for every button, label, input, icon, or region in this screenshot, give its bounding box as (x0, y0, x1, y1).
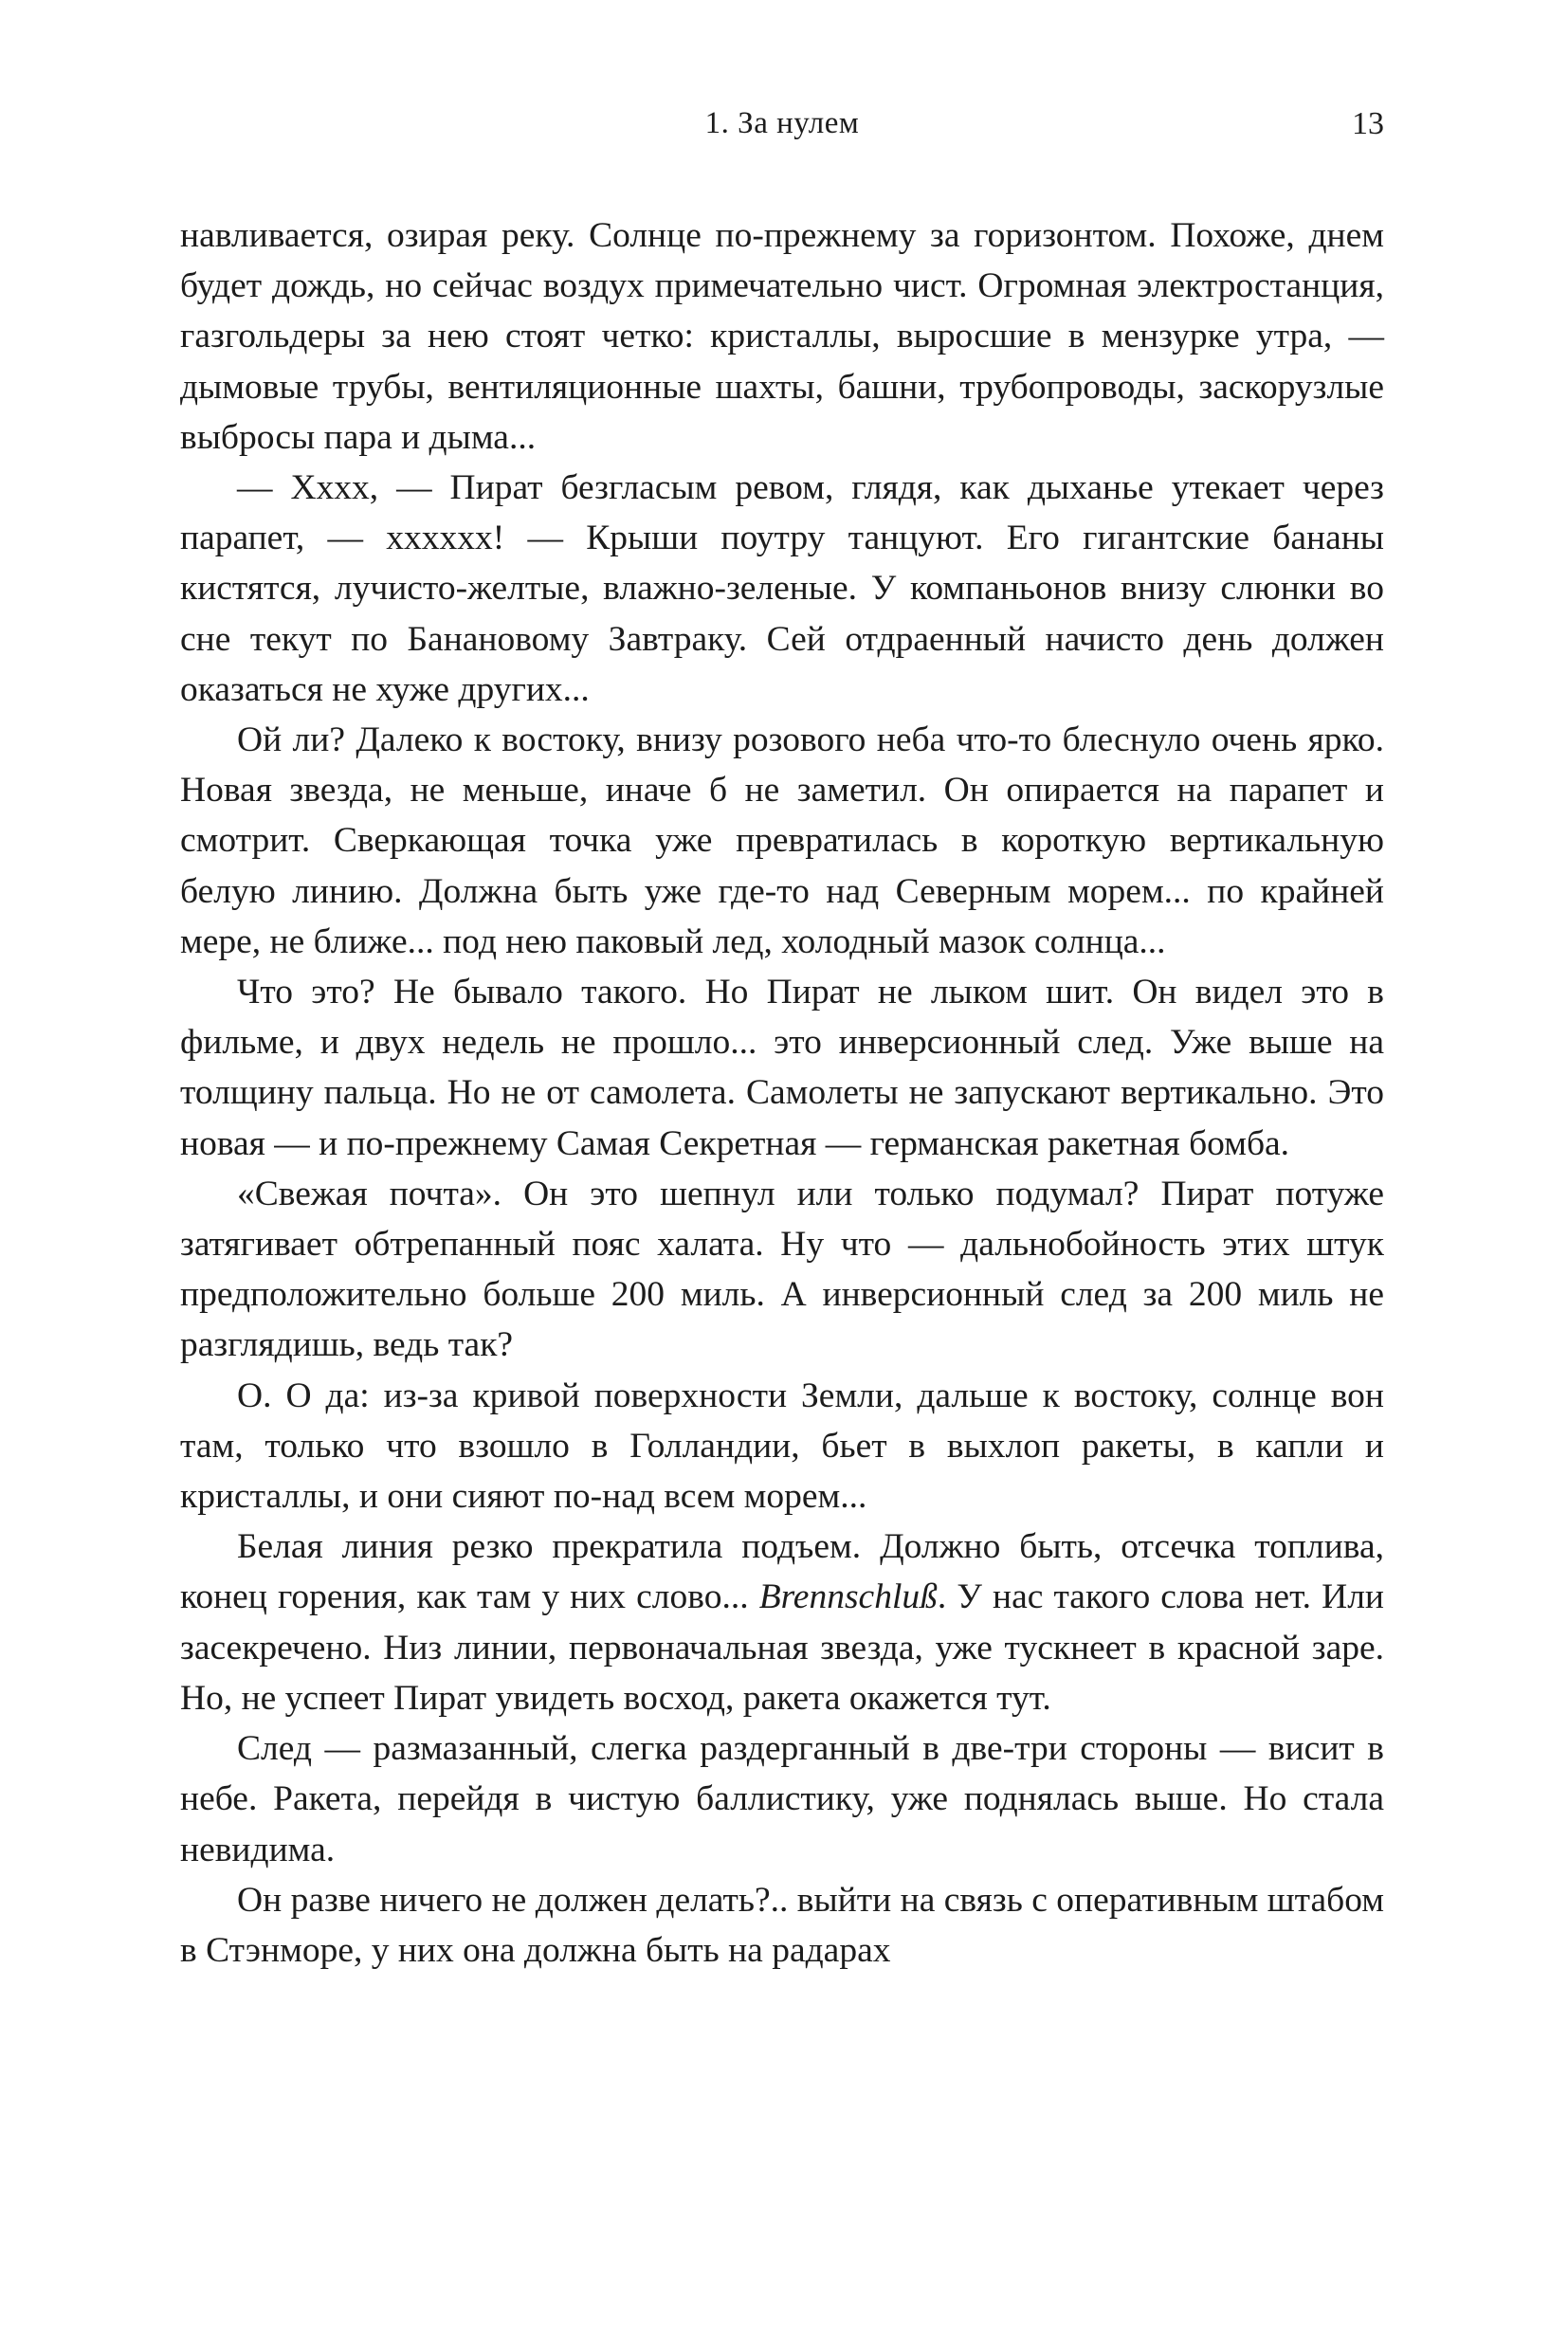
paragraph-4 (180, 967, 1384, 1169)
paragraph-8 (180, 1723, 1384, 1875)
paragraph-text: Ой ли? Далеко к востоку, внизу розового неба что-то блеснуло очень ярко. Новая звезда, не меньше, иначе б не заметил. Он опирается на парапет и смотрит. Сверкающая точка уже превратилась в короткую вертикальную белую линию. Должна быть уже где-то над Северным морем... по крайней мере, не ближе... под нею паковый лед, холодный мазок солнца... (180, 720, 1384, 961)
paragraph-text: — Хххх, — Пират безгласым ревом, глядя, как дыханье утекает через парапет, — хххххх! — Крыши поутру танцуют. Его гигантские бананы кистятся, лучисто-желтые, влажно-зеленые. У компаньонов внизу слюнки во сне текут по Банановому Завтраку. Сей отдраенный начисто день должен оказаться не хуже других... (180, 468, 1384, 709)
paragraph-text: О. О да: из-за кривой поверхности Земли, дальше к востоку, солнце вон там, только что взошло в Голландии, бьет в выхлоп ракеты, в капли и кристаллы, и они сияют по-над всем морем... (180, 1376, 1384, 1517)
paragraph-2 (180, 463, 1384, 715)
paragraph-text: навливается, озирая реку. Солнце по-прежнему за горизонтом. Похоже, днем будет дождь, но сейчас воздух примечательно чист. Огромная электростанция, газгольдеры за нею стоят четко: кристаллы, выросшие в мензурке утра, — дымовые трубы, вентиляционные шахты, башни, трубопроводы, заскорузлые выбросы пара и дыма... (180, 216, 1384, 457)
paragraph-1 (180, 210, 1384, 463)
running-head (180, 106, 1384, 154)
paragraph-6 (180, 1371, 1384, 1522)
paragraph-3 (180, 715, 1384, 967)
chapter-title: 1. За нулем (704, 106, 860, 140)
paragraph-text: Он разве ничего не должен делать?.. выйти на связь с оперативным штабом в Стэнморе, у них она должна быть на радарах (180, 1880, 1384, 1970)
paragraph-text: След — размазанный, слегка раздерганный в две-три стороны — висит в небе. Ракета, перейдя в чистую баллистику, уже поднялась выше. Но стала невидима. (180, 1729, 1384, 1869)
paragraph-text: Белая линия резко прекратила подъем. Должно быть, отсечка топлива, конец горения, как там у них слово... (180, 1527, 1384, 1617)
paragraph-text: «Свежая почта». Он это шепнул или только подумал? Пират потуже затягивает обтрепанный пояс халата. Ну что — дальнобойность этих штук предположительно больше 200 миль. А инверсионный след за 200 миль не разглядишь, ведь так? (180, 1174, 1384, 1365)
body-text (180, 210, 1384, 1976)
page-number: 13 (1352, 106, 1384, 141)
italic-term: Brennschluß (758, 1577, 938, 1617)
paragraph-7 (180, 1522, 1384, 1723)
paragraph-5 (180, 1169, 1384, 1371)
paragraph-text: . У нас такого слова нет. Или засекречено. Низ линии, первоначальная звезда, уже тускнеет в красной заре. Но, не успеет Пират увидеть восход, ракета окажется тут. (180, 1577, 1384, 1718)
paragraph-text: Что это? Не бывало такого. Но Пират не лыком шит. Он видел это в фильме, и двух недель не прошло... это инверсионный след. Уже выше на толщину пальца. Но не от самолета. Самолеты не запускают вертикально. Это новая — и по-прежнему Самая Секретная — германская ракетная бомба. (180, 973, 1384, 1163)
paragraph-9 (180, 1875, 1384, 1976)
